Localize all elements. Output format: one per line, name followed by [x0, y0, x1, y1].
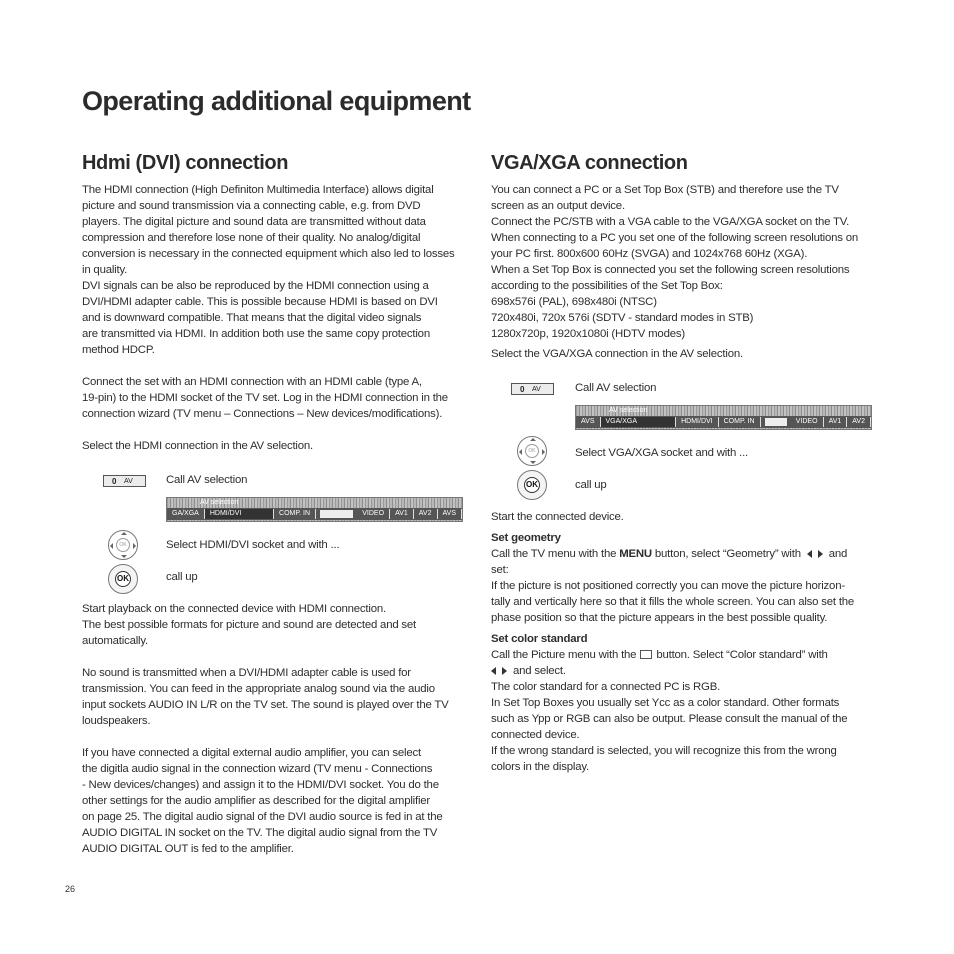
text-line: such as Ypp or RGB can also be output. Please consult the manual of the: [491, 713, 848, 725]
text-line: input sockets AUDIO IN L/R on the TV set. The sound is played over the TV: [82, 699, 449, 711]
text-line: You can connect a PC or a Set Top Box (STB) and therefore use the TV: [491, 184, 839, 196]
text-line: and is downward compatible. That means that the digital video signals: [82, 312, 422, 324]
ok-label: OK: [115, 571, 131, 587]
step-call-av: Call AV selection: [575, 382, 657, 394]
step-select-hdmi: Select HDMI/DVI socket and with ...: [166, 539, 340, 551]
av-cell: AV2: [414, 509, 438, 519]
picture-button-icon: [640, 650, 652, 659]
text-line: the digitla audio signal in the connection wizard (TV menu - Connections: [82, 763, 433, 775]
direction-pad-icon: [108, 530, 138, 560]
text-line: If the wrong standard is selected, you will recognize this from the wrong: [491, 745, 837, 757]
text-line: players. The digital picture and sound data are transmitted without data: [82, 216, 426, 228]
hdmi-playback-text: [82, 601, 449, 857]
text-line: according to the possibilities of the Set Top Box:: [491, 280, 723, 292]
av-cell: AV1: [824, 417, 848, 427]
av-key-label: AV: [532, 386, 541, 393]
av-cell: HDMI/DVI: [676, 417, 719, 427]
step-select-vga: Select VGA/XGA socket and with ...: [575, 447, 749, 459]
text-line: transmission. You can feed in the appropriate analog sound via the audio: [82, 683, 435, 695]
step-call-up: call up: [166, 571, 198, 583]
text-line: Connect the PC/STB with a VGA cable to the VGA/XGA socket on the TV.: [491, 216, 850, 228]
text-span: and: [828, 548, 848, 560]
direction-pad-icon: [517, 436, 547, 466]
av-selection-bar: [166, 497, 463, 522]
ok-button-icon: [517, 470, 547, 500]
ok-center-label: OK: [525, 444, 539, 458]
text-line: 698x576i (PAL), 698x480i (NTSC): [491, 296, 657, 308]
av-cell: COMP. IN: [719, 417, 761, 427]
av-bar-strip: [576, 416, 871, 428]
vga-section-title: VGA/XGA connection: [491, 152, 688, 174]
vga-settings-text: [491, 509, 854, 775]
ok-label: OK: [524, 477, 540, 493]
text-span: and select.: [512, 665, 566, 677]
text-line: The color standard for a connected PC is RGB.: [491, 681, 721, 693]
av-cell: AVS: [438, 509, 463, 519]
text-line: When connecting to a PC you set one of the following screen resolutions on: [491, 232, 859, 244]
text-line: If you have connected a digital external audio amplifier, you can select: [82, 747, 421, 759]
av-bar-title: AV selection: [200, 499, 239, 506]
text-line: other settings for the audio amplifier as described for the digital amplifier: [82, 795, 431, 807]
text-line: [491, 647, 854, 663]
geometry-subtitle: Set geometry: [491, 532, 561, 544]
text-line: loudspeakers.: [82, 715, 151, 727]
av-cell-blank: [320, 510, 353, 518]
ok-button-icon: [108, 564, 138, 594]
text-span: button. Select “Color standard” with: [656, 649, 828, 661]
text-line: The HDMI connection (High Definiton Multimedia Interface) allows digital: [82, 184, 434, 196]
text-line: AUDIO DIGITAL OUT is fed to the amplifier.: [82, 843, 294, 855]
text-line: Connect the set with an HDMI connection with an HDMI cable (type A,: [82, 376, 422, 388]
text-line: Start playback on the connected device with HDMI connection.: [82, 603, 386, 615]
av-cell-selected: VGA/XGA: [601, 417, 677, 427]
av-bar-strip: [167, 508, 462, 520]
av-cell: VIDEO: [791, 417, 824, 427]
menu-key-label: MENU: [619, 548, 652, 560]
text-line: 720x480i, 720x 576i (SDTV - standard modes in STB): [491, 312, 754, 324]
text-line: 1280x720p, 1920x1080i (HDTV modes): [491, 328, 685, 340]
text-line: [491, 546, 854, 562]
text-line: In Set Top Boxes you usually set Ycc as a color standard. Other formats: [491, 697, 840, 709]
av-selection-bar: [575, 405, 872, 430]
color-standard-subtitle: Set color standard: [491, 633, 588, 645]
text-line: connected device.: [491, 729, 580, 741]
text-line: Select the HDMI connection in the AV selection.: [82, 440, 313, 452]
page-title: Operating additional equipment: [82, 86, 471, 116]
av-key-label: AV: [124, 478, 133, 485]
text-line: connection wizard (TV menu – Connections – New devices/modifications).: [82, 408, 443, 420]
arrow-right-icon: [818, 550, 823, 558]
av-cell-selected: HDMI/DVI: [205, 509, 274, 519]
text-line: your PC first. 800x600 60Hz (SVGA) and 1024x768 60Hz (XGA).: [491, 248, 808, 260]
text-line: The best possible formats for picture and sound are detected and set: [82, 619, 417, 631]
arrow-right-icon: [502, 667, 507, 675]
text-line: colors in the display.: [491, 761, 589, 773]
text-line: automatically.: [82, 635, 148, 647]
av-cell: AVS: [576, 417, 601, 427]
text-line: AUDIO DIGITAL IN socket on the TV. The digital audio signal from the TV: [82, 827, 438, 839]
text-span: button, select “Geometry” with: [651, 548, 801, 560]
page-number: 26: [65, 884, 76, 894]
text-line: DVI signals can be also be reproduced by the HDMI connection using a: [82, 280, 429, 292]
av-cell: GA/XGA: [167, 509, 205, 519]
av-cell-blank: [765, 418, 787, 426]
text-line: picture and sound transmission via a connecting cable, e.g. from DVD: [82, 200, 421, 212]
text-line: screen as an output device.: [491, 200, 625, 212]
text-line: If the picture is not positioned correctly you can move the picture horizon-: [491, 580, 845, 592]
text-line: Start the connected device.: [491, 511, 624, 523]
av-cell: AV1: [390, 509, 414, 519]
text-line: 19-pin) to the HDMI socket of the TV set. Log in the HDMI connection in the: [82, 392, 448, 404]
hdmi-intro-text: [82, 182, 455, 454]
text-line: - New devices/changes) and assign it to the HDMI/DVI socket. You do the: [82, 779, 439, 791]
text-line: method HDCP.: [82, 344, 155, 356]
text-line: Select the VGA/XGA connection in the AV selection.: [491, 348, 743, 360]
av-cell: AV2: [847, 417, 871, 427]
text-line: No sound is transmitted when a DVI/HDMI adapter cable is used for: [82, 667, 411, 679]
text-line: in quality.: [82, 264, 128, 276]
ok-center-label: OK: [116, 538, 130, 552]
vga-intro-text: [491, 182, 858, 362]
text-line: conversion is necessary in the connected equipment which also led to losses: [82, 248, 455, 260]
text-line: compression and therefore lose none of their quality. No analog/digital: [82, 232, 421, 244]
step-call-up: call up: [575, 479, 607, 491]
text-line: tally and vertically here so that it fills the whole screen. You can also set the: [491, 596, 855, 608]
arrow-left-icon: [807, 550, 812, 558]
av-cell: COMP. IN: [274, 509, 316, 519]
hdmi-section-title: Hdmi (DVI) connection: [82, 152, 289, 174]
text-line: are transmitted via HDMI. In addition both use the same copy protection: [82, 328, 430, 340]
av-key-button: [103, 475, 146, 487]
av-cell: VIDEO: [357, 509, 390, 519]
text-line: When a Set Top Box is connected you set the following screen resolutions: [491, 264, 850, 276]
text-line: on page 25. The digital audio signal of the DVI audio source is fed in at the: [82, 811, 443, 823]
zero-key-label: 0: [520, 385, 525, 394]
text-line: set:: [491, 564, 509, 576]
arrow-left-icon: [491, 667, 496, 675]
text-line: DVI/HDMI adapter cable. This is possible because HDMI is based on DVI: [82, 296, 438, 308]
av-bar-title: AV selection: [609, 407, 648, 414]
av-key-button: [511, 383, 554, 395]
step-call-av: Call AV selection: [166, 474, 248, 486]
text-span: Call the TV menu with the: [491, 548, 620, 560]
text-span: Call the Picture menu with the: [491, 649, 637, 661]
text-line: phase position so that the picture appears in the best possible quality.: [491, 612, 828, 624]
text-line: [491, 663, 854, 679]
zero-key-label: 0: [112, 477, 117, 486]
